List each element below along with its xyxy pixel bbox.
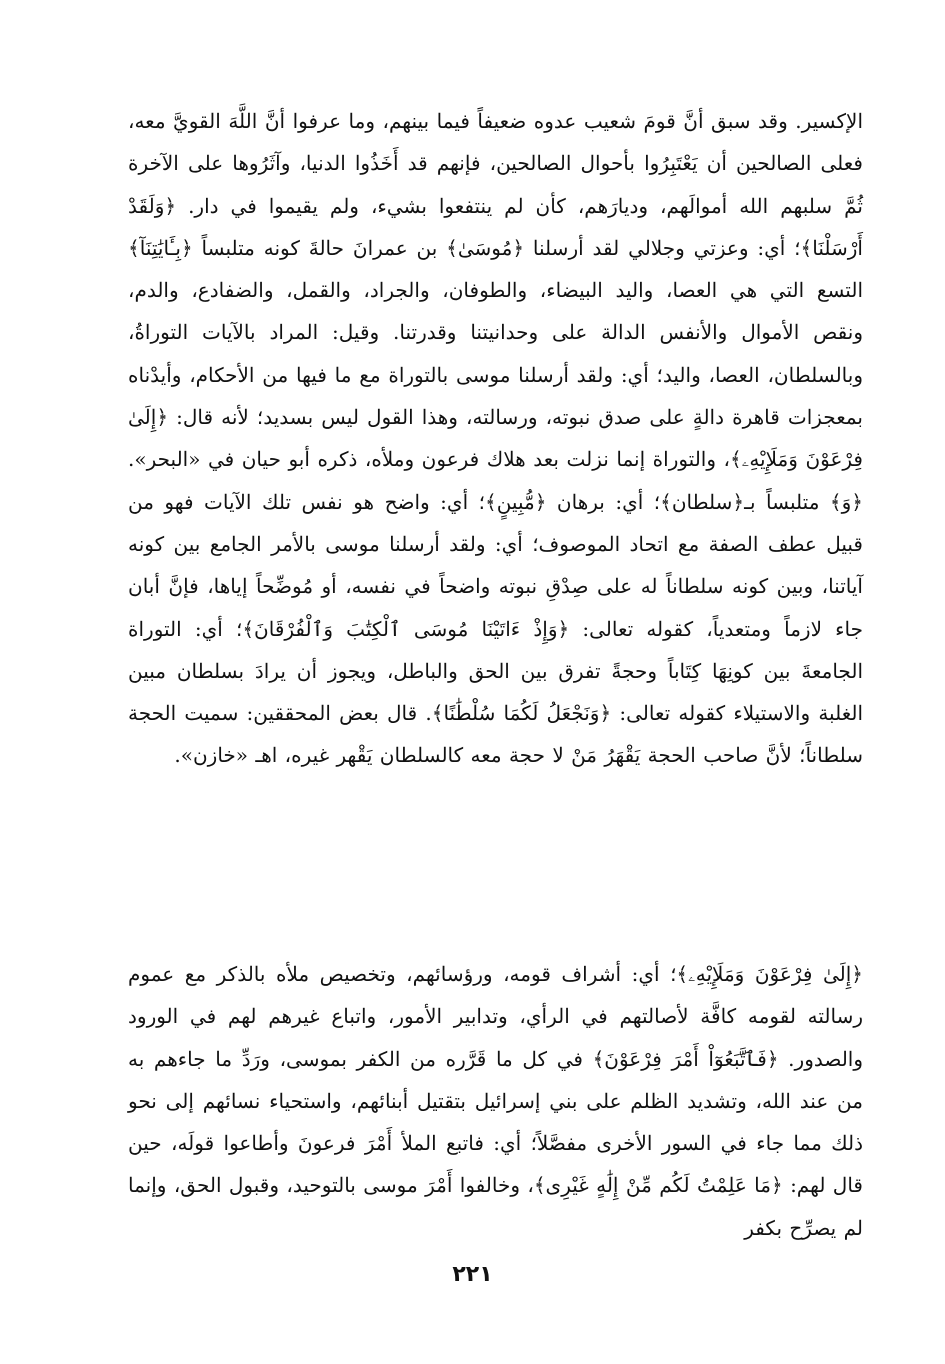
body-paragraph-2: ﴿إِلَىٰ فِرْعَوْنَ وَمَلَإِيْهِۦ﴾؛ أي: أشراف قومه، ورؤسائهم، وتخصيص ملأه بالذكر مع عموم رسالته لقومه كافَّة لأصالتهم في الرأي، وتدابير الأمور، واتباع غيرهم لهم في الورود والصدور. ﴿فَٱتَّبَعُوٓاْ أَمْرَ فِرْعَوْنَ﴾ في كل ما قَرَّره من الكفر بموسى، ورَدِّ ما جاءهم به من عند الله، وتشديد الظلم على بني إسرائيل بتقتيل أبنائهم، واستحياء نسائهم إلى نحو ذلك مما جاء في السور الأخرى مفصَّلاً؛ أي: فاتبع الملأ أَمْرَ فرعونَ وأطاعوا قولَه، حين قال لهم: ﴿مَا عَلِمْتُ لَكُم مِّنْ إِلَٰهٍ غَيْرِى﴾، وخالفوا أَمْرَ موسى بالتوحيد، وقبول الحق، وإنما لم يصرِّح بكفر <box>128 962 863 1240</box>
body-paragraph-1: الإكسير. وقد سبق أنَّ قومَ شعيب عدوه ضعيفاً فيما بينهم، وما عرفوا أنَّ اللَّهَ القويَّ معه، فعلى الصالحين أن يَعْتَبِرُوا بأحوال الصالحين، فإنهم قد أَخَذُوا الدنيا، وآثَرُوها على الآخرة ثُمَّ سلبهم الله أموالَهم، وديارَهم، كأن لم ينتفعوا بشيء، ولم يقيموا في دار. ﴿وَلَقَدْ أَرْسَلْنَا﴾؛ أي: وعزتي وجلالي لقد أرسلنا ﴿مُوسَىٰ﴾ بن عمرانَ حالةَ كونه متلبساً ﴿بِـَٔايَٰتِنَآ﴾ التسع التي هي العصا، واليد البيضاء، والطوفان، والجراد، والقمل، والضفادع، والدم، ونقص الأموال والأنفس الدالة على وحدانيتنا وقدرتنا. وقيل: المراد بالآيات التوراةُ، وبالسلطان، العصا، واليد؛ أي: ولقد أرسلنا موسى بالتوراة مع ما فيها من الأحكام، وأيدْناه بمعجزات قاهرة دالةٍ على صدق نبوته، ورسالته، وهذا القول ليس بسديد؛ لأنه قال: ﴿إِلَىٰ فِرْعَوْنَ وَمَلَإِيْهِۦ﴾، والتوراة إنما نزلت بعد هلاك فرعون وملأه، ذكره أبو حيان في «البحر». ﴿وَ﴾ متلبساً بـ﴿سلطان﴾؛ أي: برهان ﴿مُّبِينٍ﴾؛ أي: واضح هو نفس تلك الآيات فهو من قبيل عطف الصفة مع اتحاد الموصوف؛ أي: ولقد أرسلنا موسى بالأمر الجامع بين كونه آياتنا، وبين كونه سلطاناً له على صِدْقِ نبوته واضحاً في نفسه، أو مُوضِّحاً إياها، فإنَّ أبان جاء لازماً ومتعدياً، كقوله تعالى: ﴿وَإِذْ ءَاتَيْنَا مُوسَى ٱلْكِتَٰبَ وَٱلْفُرْقَانَ﴾؛ أي: التوراة الجامعةَ بين كونِهَا كِتَاباً وحجةً تفرق بين الحق والباطل، ويجوز أن يرادَ بسلطان مبين الغلبة والاستيلاء كقوله تعالى: ﴿وَنَجْعَلُ لَكُمَا سُلْطَٰنًا﴾. قال بعض المحققين: سميت الحجة سلطاناً؛ لأنَّ صاحب الحجة يَقْهَرُ مَنْ لا حجة معه كالسلطان يَقْهر غيره، اهـ «خازن». <box>128 109 863 768</box>
page-number: ٢٢١ <box>452 1262 493 1287</box>
